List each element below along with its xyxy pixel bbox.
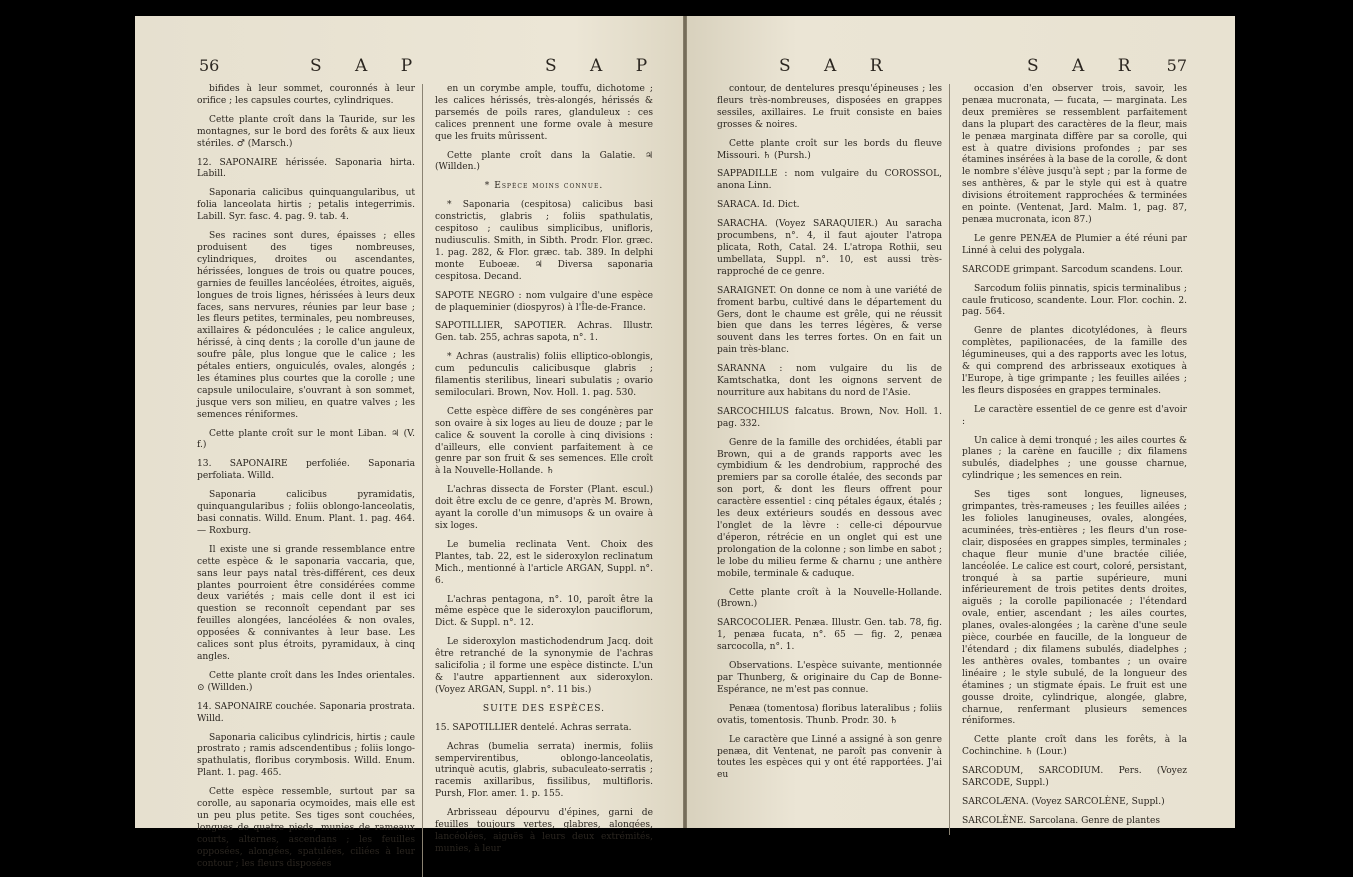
- paragraph: SARACHA. (Voyez SARAQUIER.) Au saracha procumbens, n°. 4, il faut ajouter l'atropa plicata, Roth, Catal. 24. L'atropa Rothii, seu umbellata, Suppl. n°. 10, est aussi très-rapproché de ce genre.: [717, 219, 942, 277]
- left-page-columns: [197, 84, 653, 877]
- right-column-2: [962, 84, 1187, 835]
- paragraph: SARANNA : nom vulgaire du lis de Kamtschatka, dont les oignons servent de nourriture aux habitans du nord de l'Asie.: [717, 364, 942, 398]
- paragraph: Il existe une si grande ressemblance entre cette espèce & le saponaria vaccaria, que, sans leur pays natal très-différent, ces deux plantes pourroient être considérées comme deux variétés ; mais celle dont il est ici question se reconnoît cependant par ses feuilles alongées, lancéolées & non ovales, opposées & connivantes à leur base. Les calices sont plus étroits, pyramidaux, à cinq angles.: [197, 544, 415, 662]
- paragraph: SUITE DES ESPÈCES.: [482, 703, 606, 714]
- paragraph: Arbrisseau dépourvu d'épines, garni de feuilles toujours vertes, glabres, alongées, lancéolées, aiguës à leurs deux extrémités, munies, à leur: [435, 808, 653, 854]
- paragraph: SARCOCHILUS falcatus. Brown, Nov. Holl. 1. pag. 332.: [717, 406, 942, 429]
- paragraph: SARCODUM, SARCODIUM. Pers. (Voyez SARCODE, Suppl.): [962, 766, 1187, 789]
- paragraph: bifides à leur sommet, couronnés à leur orifice ; les capsules courtes, cylindriques.: [197, 84, 415, 106]
- paragraph: SARAIGNET. On donne ce nom à une variété de froment barbu, cultivé dans le département du Gers, dont le chaume est grêle, qui ne réussit bien que dans les terres légères, & verse souvent dans les terres fortes. On en fait un pain très-blanc.: [717, 285, 942, 356]
- running-head-right-1: S A R: [779, 56, 897, 76]
- running-head-right-2: S A R: [1027, 56, 1145, 76]
- paragraph: SARACA. Id. Dict.: [717, 200, 800, 211]
- paragraph: Le sideroxylon mastichodendrum Jacq. doit être retranché de la synonymie de l'achras salicifolia ; il forme une espèce distincte. L'un & l'autre appartiennent aux sideroxylon. (Voyez ARGAN, Suppl. n°. 11 bis.): [435, 637, 653, 695]
- paragraph: Le caractère que Linné a assigné à son genre penæa, dit Ventenat, ne paroît pas convenir à toutes les espèces qui y ont été rapportées. J'ai eu: [717, 734, 942, 781]
- left-column-2: [435, 84, 653, 877]
- paragraph: SAPOTILLIER, SAPOTIER. Achras. Illustr. Gen. tab. 255, achras sapota, n°. 1.: [435, 321, 653, 344]
- paragraph: Cette plante croît sur le mont Liban. ♃ (V. f.): [197, 428, 415, 451]
- paragraph: Ses racines sont dures, épaisses ; elles produisent des tiges nombreuses, cylindriques, droites ou ascendantes, hérissées, longues de trois ou quatre pouces, garnies de feuilles lancéolées, étroites, aiguës, longues de trois lignes, hérissées à leurs deux faces, sans nervures, réunies par leur base ; les fleurs petites, terminales, peu nombreuses, axillaires & pédonculées ; le calice anguleux, hérissé, à cinq dents ; la corolle d'un jaune de soufre pâle, plus longue que le calice ; les pétales entiers, onguiculés, ovales, alongés ; les étamines plus courtes que la corolle ; une capsule uniloculaire, s'ouvrant à son sommet, jusque vers son milieu, en quatre valves ; les semences réniformes.: [197, 231, 415, 420]
- paragraph: SARCOLÈNE. Sarcolana. Genre de plantes: [962, 815, 1160, 826]
- right-page: [687, 16, 1235, 828]
- paragraph: Le genre PENÆA de Plumier a été réuni par Linné à celui des polygala.: [962, 233, 1187, 256]
- paragraph: Genre de la famille des orchidées, établi par Brown, qui a de grands rapports avec les cymbidium & les dendrobium, rapproché des premiers par sa corolle étalée, des seconds par son port, & dont les fleurs offrent pour caractère essentiel : cinq pétales égaux, étalés ; les deux extérieurs soudés en dessous avec l'onglet de la lèvre : celle-ci dépourvue d'éperon, rétrécie en un onglet qui est une prolongation de la colonne ; son limbe en sabot ; le lobe du milieu ferme & charnu ; une anthère mobile, terminale & caduque.: [717, 437, 942, 579]
- paragraph: L'achras pentagona, n°. 10, paroît être la même espèce que le sideroxylon pauciflorum, Dict. & Suppl. n°. 12.: [435, 594, 653, 629]
- paragraph: 13. SAPONAIRE perfoliée. Saponaria perfoliata. Willd.: [197, 459, 415, 482]
- paragraph: Observations. L'espèce suivante, mentionnée par Thunberg, & originaire du Cap de Bonne-Espérance, ne m'est pas connue.: [717, 661, 942, 695]
- paragraph: Sarcodum foliis pinnatis, spicis terminalibus ; caule fruticoso, scandente. Lour. Flor. cochin. 2. pag. 564.: [962, 283, 1187, 318]
- paragraph: SARCOLÆNA. (Voyez SARCOLÈNE, Suppl.): [962, 796, 1165, 807]
- paragraph: 12. SAPONAIRE hérissée. Saponaria hirta. Labill.: [197, 157, 415, 180]
- paragraph: 14. SAPONAIRE couchée. Saponaria prostrata. Willd.: [197, 701, 415, 724]
- paragraph: Le caractère essentiel de ce genre est d'avoir :: [962, 404, 1187, 427]
- right-page-columns: [717, 84, 1187, 835]
- paragraph: SAPOTE NEGRO : nom vulgaire d'une espèce de plaqueminier (diospyros) à l'Île-de-France.: [435, 290, 653, 313]
- running-head-left-1: S A P: [310, 56, 427, 76]
- paragraph: * Achras (australis) foliis ellipticо-oblongis, cum pedunculis calicibusque glabris ; filamentis sterilibus, linearі subulatis ; ovario semiloculari. Brown, Nov. Holl. 1. pag. 530.: [435, 352, 653, 398]
- paragraph: occasion d'en observer trois, savoir, les penæa mucronata, — fucata, — marginata. Les deux premières se ressemblent parfaitement dans la plupart des caractères de la fleur, mais le penæa marginata diffère par sa corolle, qui est à quatre divisions profondes ; par ses étamines insérées à la base de la corolle, & dont le nombre s'élève jusqu'à sept ; par la forme de ses anthères, & par le style qui est à quatre divisions étroitement rapprochées & terminées en pointe. (Ventenat, Jard. Malm. 1, pag. 87, penæa mucronata, icon 87.): [962, 84, 1187, 225]
- paragraph: Saponaria calicibus pyramidatis, quinquangularibus ; foliis oblongo-lanceolatis, basi connatis. Willd. Enum. Plant. 1. pag. 464. — Roxburg.: [197, 490, 415, 536]
- paragraph: contour, de dentelures presqu'épineuses ; les fleurs très-nombreuses, disposées en grappes sessiles, axillaires. Le fruit consiste en baies grosses & noires.: [717, 84, 942, 130]
- right-column-1: [717, 84, 950, 835]
- paragraph: 15. SAPOTILLIER dentelé. Achras serrata.: [435, 722, 632, 733]
- paragraph: L'achras dissecta de Forster (Plant. escul.) doit être exclu de ce genre, d'après M. Brown, ayant la corolle d'un mimusops & un ovaire à six loges.: [435, 485, 653, 531]
- paragraph: * Saponaria (cespitosa) calicibus basi constrictis, glabris ; foliis spathulatis, cespitoso ; caulibus simplicibus, unifloris, nudiusculis. Smith, in Sibth. Prodr. Flor. græc. 1. pag. 282, & Flor. græc. tab. 389. In delphi monte Euboeæ. ♃ Diversa saponaria cespitosa. Decand.: [435, 200, 653, 282]
- paragraph: en un corymbe ample, touffu, dichotome ; les calices hérissés, très-alongés, hérissés & parsemés de poils rares, glanduleux : ces calices prennent une forme ovale à mesure que les fruits mûrissent.: [435, 84, 653, 142]
- paragraph: Penæa (tomentosa) floribus lateralibus ; foliis ovatis, tomentosis. Thunb. Prodr. 30. ♄: [717, 703, 942, 726]
- paragraph: Cette plante croît dans les forêts, à la Cochinchine. ♄ (Lour.): [962, 735, 1187, 758]
- running-head-left-2: S A P: [545, 56, 662, 76]
- paragraph: Cette plante croît à la Nouvelle-Hollande. (Brown.): [717, 587, 942, 610]
- page-number-right: 57: [1166, 56, 1187, 75]
- paragraph: Cette plante croît dans la Tauride, sur les montagnes, sur le bord des forêts & aux lieux stériles. ♂ (Marsch.): [197, 114, 415, 149]
- left-page: [135, 16, 683, 869]
- paragraph: Cette espèce ressemble, surtout par sa corolle, au saponaria ocymoides, mais elle est un peu plus petite. Ses tiges sont couchées, longues de quatre pieds, munies de rameaux courts, alternes, ascendans ; les feuilles opposées, alongées, spatulées, ciliées à leur contour ; les fleurs disposées: [197, 787, 415, 869]
- left-column-1: [197, 84, 423, 877]
- paragraph: Ses tiges sont longues, ligneuses, grimpantes, très-rameuses ; les feuilles ailées ; les folioles lanugineuses, ovales, alongées, acuminées, très-entières ; les fleurs d'un rose-clair, disposées en grappes simples, terminales ; chaque fleur munie d'une bractée ciliée, lancéolée. Le calice est court, coloré, persistant, tronqué à sa partie supérieure, muni inférieurement de trois petites dents droites, aiguës ; la corolle papilionacée ; l'étendard ovale, entier, ascendant ; les ailes courtes, planes, ovales-alongées ; la carène d'une seule pièce, courbée en faucille, de la longueur de l'étendard ; dix filamens subulés, diadelphes ; les anthères ovales, tombantes ; un ovaire linéaire ; le style subulé, de la longueur des étamines ; un stigmate épais. Le fruit est une gousse droite, cylindrique, alongée, glabre, charnue, renfermant plusieurs semences réniformes.: [962, 490, 1187, 727]
- paragraph: Saponaria calicibus quinquangularibus, ut folia lanceolata hirtis ; petalis integerrimis. Labill. Syr. fasc. 4. pag. 9. tab. 4.: [197, 188, 415, 223]
- paragraph: SARCODE grimpant. Sarcodum scandens. Lour.: [962, 264, 1184, 275]
- paragraph: Achras (bumelia serrata) inermis, foliis sempervirentibus, oblongo-lanceolatis, utrinquè acutis, glabris, subaculeato-serratis ; racemis axillaribus, fissilibus, multifloris. Pursh, Flor. amer. 1. p. 155.: [435, 741, 653, 800]
- paragraph: Cette plante croît sur les bords du fleuve Missouri. ♄ (Pursh.): [717, 138, 942, 161]
- paragraph: Genre de plantes dicotylédones, à fleurs complètes, papilionacées, de la famille des légumineuses, qui a des rapports avec les lotus, & qui comprend des arbrisseaux exotiques à l'Europe, à tige grimpante ; les feuilles ailées ; les fleurs disposées en grappes terminales.: [962, 326, 1187, 396]
- page-number-left: 56: [199, 56, 220, 75]
- paragraph: Un calice à demi tronqué ; les ailes courtes & planes ; la carène en faucille ; dix filamens subulés, diadelphes ; une gousse charnue, cylindrique ; les semences en rein.: [962, 435, 1187, 482]
- paragraph: Cette plante croît dans la Galatie. ♃ (Willden.): [435, 150, 653, 173]
- paragraph: SAPPADILLE : nom vulgaire du COROSSOL, anona Linn.: [717, 169, 942, 192]
- paragraph: Cette espèce diffère de ses congénères par son ovaire à six loges au lieu de douze ; par le calice & souvent la corolle à cinq divisions : d'ailleurs, elle convient parfaitement à ce genre par son fruit & ses semences. Elle croît à la Nouvelle-Hollande. ♄: [435, 406, 653, 477]
- paragraph: Cette plante croît dans les Indes orientales. ⊙ (Willden.): [197, 670, 415, 693]
- paragraph: Saponaria calicibus cylindricis, hirtis ; caule prostrato ; ramis adscendentibus ; foliis longo-spathulatis, floribus corymbosis. Willd. Enum. Plant. 1. pag. 465.: [197, 732, 415, 779]
- paragraph: Le bumelia reclinata Vent. Choix des Plantes, tab. 22, est le sideroxylon reclinatum Mich., mentionné à l'article ARGAN, Suppl. n°. 6.: [435, 539, 653, 586]
- paragraph: * Espèce moins connue.: [484, 181, 604, 192]
- paragraph: SARCOCOLIER. Penæa. Illustr. Gen. tab. 78, fig. 1, penæa fucata, n°. 65 — fig. 2, penæa sarcocolla, n°. 1.: [717, 618, 942, 653]
